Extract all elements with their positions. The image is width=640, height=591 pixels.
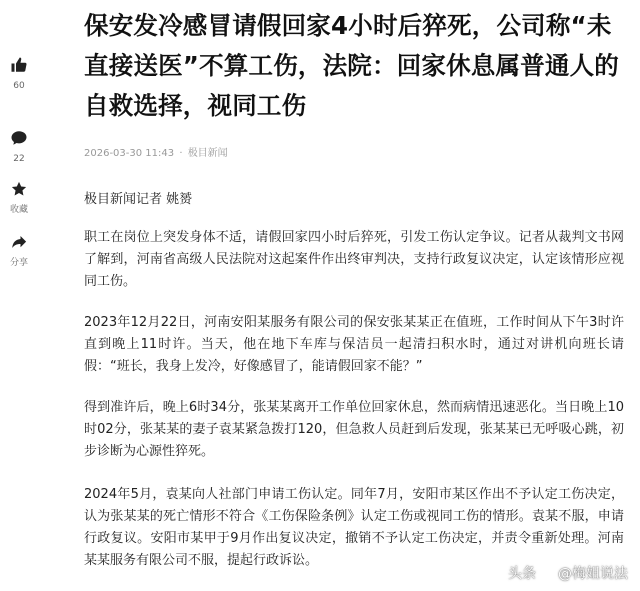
source-name[interactable]: 极目新闻 [187,148,228,159]
watermark-account: @梅姐说法 [558,566,628,582]
paragraph: 2023年12月22日，河南安阳某服务有限公司的保安张某某正在值班，工作时间从下午3时许直到晚上11时许。当天，他在地下车库与保洁员一起清扫积水时，通过对讲机向班长请假：“班长，我身上发冷，好像感冒了，能请假回家不能？” [84,315,624,374]
share-label: 分享 [9,258,28,268]
article-title: 保安发冷感冒请假回家4小时后猝死，公司称“未直接送医”不算工伤，法院：回家休息属普通人的自救选择，视同工伤 [84,11,619,120]
share-icon [10,233,28,251]
paragraph: 2024年5月，袁某向人社部门申请工伤认定。同年7月，安阳市某区作出不予认定工伤决定，认为张某某的死亡情形不符合《工伤保险条例》认定工伤或视同工伤的情形。袁某不服，申请行政复议。安阳市某甲于9月作出复议决定，撤销不予认定工伤决定，并责令重新处理。河南某某服务有限公司不服，提起行政诉讼。 [84,487,624,568]
watermark-platform: 头条 [508,566,536,582]
comment-button[interactable] [0,129,38,164]
favorite-label: 收藏 [9,205,28,215]
share-button[interactable] [0,233,38,268]
like-button[interactable] [0,56,38,91]
meta-separator: · [179,148,183,159]
star-icon [10,180,28,198]
comment-icon [10,129,28,147]
favorite-button[interactable] [0,180,38,215]
publish-time: 2026-03-30 11:43 [84,148,175,159]
paragraph: 职工在岗位上突发身体不适，请假回家四小时后猝死，引发工伤认定争议。记者从裁判文书网了解到，河南省高级人民法院对这起案件作出终审判决，支持行政复议决定，认定该情形应视同工伤。 [84,230,624,289]
comment-count: 22 [13,154,25,164]
paragraph: 得到准许后，晚上6时34分，张某某离开工作单位回家休息，然而病情迅速恶化。当日晚上10时02分，张某某的妻子袁某紧急拨打120，但急救人员赶到后发现，张某某已无呼吸心跳，初步诊断为心源性猝死。 [84,400,624,459]
like-count: 60 [13,81,25,91]
thumbs-up-icon [10,56,28,74]
article-meta [84,144,228,159]
watermark [508,563,628,583]
byline: 极目新闻记者 姚赟 [84,192,193,207]
platform-logo-icon [539,565,555,581]
